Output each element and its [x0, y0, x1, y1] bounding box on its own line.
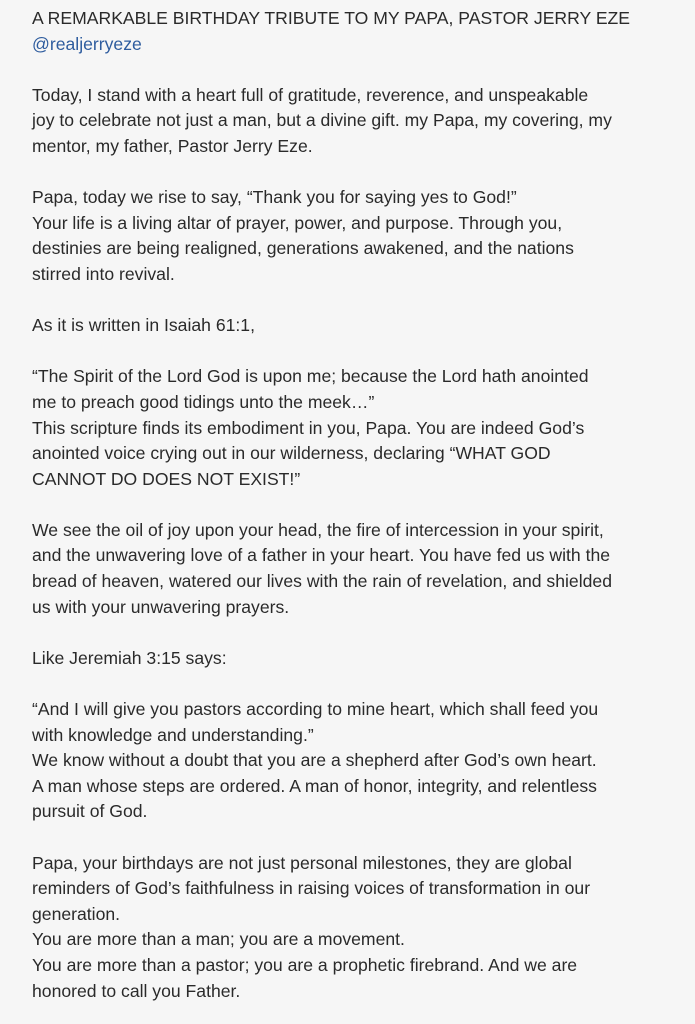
- text-line: stirred into revival.: [32, 263, 175, 284]
- text-line: A man whose steps are ordered. A man of honor, integrity, and relentless: [32, 775, 597, 796]
- paragraph-closing: [32, 851, 682, 1005]
- text-line: reminders of God’s faithfulness in raising voices of transformation in our: [32, 878, 591, 899]
- text-line: “The Spirit of the Lord God is upon me; because the Lord hath anointed: [32, 366, 589, 387]
- text-line: destinies are being realigned, generations awakened, and the nations: [32, 238, 574, 259]
- paragraph-gap: [32, 620, 682, 646]
- paragraph-gap: [32, 339, 682, 365]
- text-line: We see the oil of joy upon your head, the fire of intercession in your spirit,: [32, 519, 604, 540]
- text-line: As it is written in Isaiah 61:1,: [32, 315, 255, 336]
- paragraph-intro: [32, 83, 682, 160]
- paragraph-jeremiah-intro: [32, 646, 682, 672]
- text-line: joy to celebrate not just a man, but a divine gift. my Papa, my covering, my: [32, 110, 612, 131]
- text-line: Papa, today we rise to say, “Thank you for saying yes to God!”: [32, 187, 517, 208]
- text-line: “And I will give you pastors according to mine heart, which shall feed you: [32, 699, 599, 720]
- text-line: This scripture finds its embodiment in you, Papa. You are indeed God’s: [32, 417, 585, 438]
- text-line: us with your unwavering prayers.: [32, 596, 290, 617]
- text-line: anointed voice crying out in our wilderness, declaring “WHAT GOD: [32, 443, 551, 464]
- tribute-document: [32, 6, 682, 1004]
- paragraph-gap: [32, 825, 682, 851]
- text-line: You are more than a pastor; you are a prophetic firebrand. And we are: [32, 954, 578, 975]
- text-line: CANNOT DO DOES NOT EXIST!”: [32, 468, 301, 489]
- paragraph-isaiah-quote: [32, 364, 682, 492]
- text-line: Today, I stand with a heart full of gratitude, reverence, and unspeakable: [32, 84, 589, 105]
- text-line: We know without a doubt that you are a shepherd after God’s own heart.: [32, 750, 597, 771]
- post-title: A REMARKABLE BIRTHDAY TRIBUTE TO MY PAPA, PASTOR JERRY EZE: [32, 8, 631, 28]
- paragraph-isaiah-intro: [32, 313, 682, 339]
- text-line: and the unwavering love of a father in your heart. You have fed us with the: [32, 545, 611, 566]
- paragraph-jeremiah-quote: [32, 697, 682, 825]
- text-line: Like Jeremiah 3:15 says:: [32, 647, 227, 668]
- text-line: with knowledge and understanding.”: [32, 724, 314, 745]
- paragraph-oil-of-joy: [32, 518, 682, 620]
- paragraph-gap: [32, 57, 682, 83]
- text-line: bread of heaven, watered our lives with the rain of revelation, and shielded: [32, 571, 612, 592]
- author-handle-link[interactable]: @realjerryeze: [32, 33, 142, 54]
- paragraph-gap: [32, 492, 682, 518]
- paragraph-gap: [32, 288, 682, 314]
- paragraph-thank-you: [32, 185, 682, 287]
- text-line: pursuit of God.: [32, 801, 148, 822]
- text-line: Your life is a living altar of prayer, power, and purpose. Through you,: [32, 212, 563, 233]
- text-line: honored to call you Father.: [32, 980, 241, 1001]
- paragraph-gap: [32, 160, 682, 186]
- text-line: mentor, my father, Pastor Jerry Eze.: [32, 135, 313, 156]
- text-line: You are more than a man; you are a movement.: [32, 929, 405, 950]
- text-line: Papa, your birthdays are not just personal milestones, they are global: [32, 852, 572, 873]
- text-line: me to preach good tidings unto the meek…”: [32, 391, 375, 412]
- text-line: generation.: [32, 903, 121, 924]
- paragraph-gap: [32, 671, 682, 697]
